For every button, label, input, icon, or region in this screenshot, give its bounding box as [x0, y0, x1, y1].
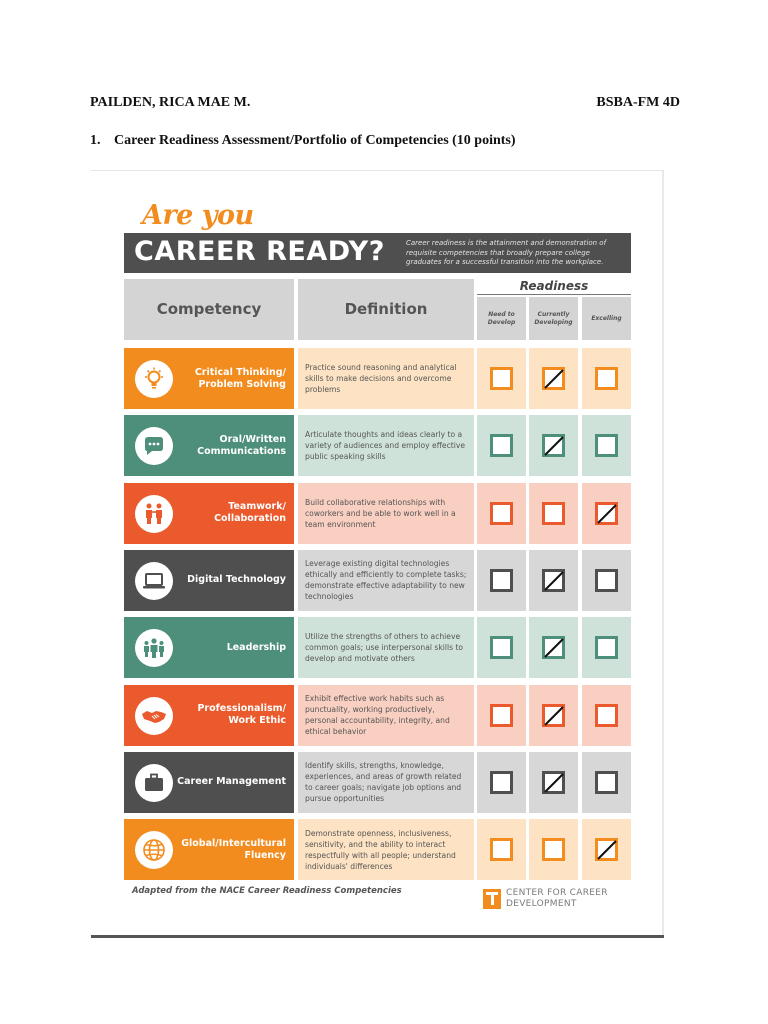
currently-developing-cell	[529, 415, 578, 476]
competency-cell	[124, 752, 294, 813]
competency-cell	[124, 415, 294, 476]
competency-label: Teamwork/ Collaboration	[214, 501, 286, 525]
need-to-develop-cell	[477, 685, 526, 746]
excelling-checkbox[interactable]	[595, 367, 618, 390]
need-to-develop-checkbox[interactable]	[490, 704, 513, 727]
currently-developing-checkbox[interactable]	[542, 367, 565, 390]
competency-column-header	[124, 279, 294, 340]
competency-cell	[124, 685, 294, 746]
currently-developing-cell	[529, 617, 578, 678]
definition-text: Articulate thoughts and ideas clearly to a variety of audiences and employ effective public speaking skills	[298, 415, 474, 476]
need-to-develop-cell	[477, 483, 526, 544]
competency-label: Leadership	[226, 641, 286, 653]
excelling-cell	[582, 483, 631, 544]
excelling-checkbox[interactable]	[595, 502, 618, 525]
currently-developing-checkbox[interactable]	[542, 838, 565, 861]
excelling-cell	[582, 819, 631, 880]
readiness-heading: Readiness	[519, 279, 589, 293]
tennessee-t-icon	[483, 889, 501, 909]
are-you-heading: Are you	[142, 200, 254, 231]
excelling-checkbox[interactable]	[595, 771, 618, 794]
need-to-develop-checkbox[interactable]	[490, 838, 513, 861]
currently-developing-checkbox[interactable]	[542, 569, 565, 592]
currently-developing-cell	[529, 348, 578, 409]
center-name: CENTER FOR CAREER DEVELOPMENT	[506, 888, 608, 909]
career-ready-banner	[124, 233, 631, 273]
competency-label: Digital Technology	[187, 574, 286, 586]
readiness-divider	[477, 294, 631, 295]
currently-developing-checkbox[interactable]	[542, 771, 565, 794]
group-icon	[135, 629, 173, 667]
competency-cell	[124, 550, 294, 611]
currently-developing-header: Currently Developing	[529, 297, 578, 340]
currently-developing-checkbox[interactable]	[542, 434, 565, 457]
team-icon	[135, 495, 173, 533]
excelling-checkbox[interactable]	[595, 569, 618, 592]
currently-developing-cell	[529, 685, 578, 746]
need-to-develop-checkbox[interactable]	[490, 636, 513, 659]
career-ready-tagline: Career readiness is the attainment and demonstration of requisite competencies that broadly prepare college graduates for a successful transition into the workplace.	[406, 239, 607, 266]
competency-row	[124, 348, 631, 409]
need-to-develop-checkbox[interactable]	[490, 569, 513, 592]
laptop-icon	[135, 562, 173, 600]
competency-cell	[124, 617, 294, 678]
excelling-cell	[582, 752, 631, 813]
excelling-checkbox[interactable]	[595, 636, 618, 659]
competency-row	[124, 685, 631, 746]
competency-label: Professionalism/ Work Ethic	[197, 703, 286, 726]
definition-text: Leverage existing digital technologies ethically and efficiently to complete tasks; demonstrate effective adaptability to new technologies	[298, 550, 474, 611]
competency-row	[124, 415, 631, 476]
currently-developing-cell	[529, 483, 578, 544]
competency-header-label: Competency	[156, 300, 262, 318]
excelling-cell	[582, 550, 631, 611]
definition-text: Identify skills, strengths, knowledge, experiences, and areas of growth related to career goals; navigate job options and pursue opportunities	[298, 752, 474, 813]
currently-developing-cell	[529, 752, 578, 813]
definition-text: Practice sound reasoning and analytical skills to make decisions and overcome problems	[298, 348, 474, 409]
need-to-develop-cell	[477, 819, 526, 880]
need-to-develop-cell	[477, 348, 526, 409]
competency-row	[124, 617, 631, 678]
definition-header-label: Definition	[344, 300, 428, 318]
speech-bubble-icon	[135, 427, 173, 465]
need-to-develop-cell	[477, 752, 526, 813]
nace-attribution: Adapted from the NACE Career Readiness Competencies	[132, 886, 402, 896]
need-to-develop-checkbox[interactable]	[490, 367, 513, 390]
excelling-checkbox[interactable]	[595, 838, 618, 861]
need-to-develop-checkbox[interactable]	[490, 771, 513, 794]
currently-developing-checkbox[interactable]	[542, 704, 565, 727]
excelling-checkbox[interactable]	[595, 704, 618, 727]
competency-label: Global/Intercultural Fluency	[181, 837, 286, 861]
currently-developing-cell	[529, 819, 578, 880]
career-ready-title: CAREER READY?	[134, 236, 385, 267]
excelling-cell	[582, 348, 631, 409]
need-to-develop-cell	[477, 617, 526, 678]
need-to-develop-checkbox[interactable]	[490, 502, 513, 525]
excelling-cell	[582, 617, 631, 678]
handshake-icon	[135, 697, 173, 735]
excelling-cell	[582, 685, 631, 746]
competency-cell	[124, 819, 294, 880]
lightbulb-icon	[135, 360, 173, 398]
definition-text: Utilize the strengths of others to achieve common goals; use interpersonal skills to develop and motivate others	[298, 617, 474, 678]
document-header	[90, 95, 680, 115]
definition-text: Exhibit effective work habits such as punctuality, working productively, personal accountability, integrity, and ethical behavior	[298, 685, 474, 746]
currently-developing-checkbox[interactable]	[542, 502, 565, 525]
definition-column-header	[298, 279, 474, 340]
competency-row	[124, 819, 631, 880]
competency-cell	[124, 483, 294, 544]
definition-text: Build collaborative relationships with coworkers and be able to work well in a team environment	[298, 483, 474, 544]
question-number: 1.	[90, 133, 101, 148]
question-title	[90, 133, 516, 149]
student-course: BSBA-FM 4D	[596, 95, 680, 110]
need-to-develop-checkbox[interactable]	[490, 434, 513, 457]
competency-row	[124, 550, 631, 611]
need-to-develop-cell	[477, 415, 526, 476]
briefcase-icon	[135, 764, 173, 802]
competency-label: Critical Thinking/ Problem Solving	[194, 366, 286, 390]
student-name: PAILDEN, RICA MAE M.	[90, 95, 251, 110]
need-to-develop-header: Need to Develop	[477, 297, 526, 340]
competency-label: Career Management	[177, 776, 286, 788]
question-text: Career Readiness Assessment/Portfolio of Competencies (10 points)	[114, 133, 516, 148]
definition-text: Demonstrate openness, inclusiveness, sensitivity, and the ability to interact respectfully with all people; understand individuals' differences	[298, 819, 474, 880]
globe-icon	[135, 831, 173, 869]
career-ready-poster	[91, 170, 664, 938]
excelling-header: Excelling	[582, 297, 631, 340]
excelling-checkbox[interactable]	[595, 434, 618, 457]
need-to-develop-cell	[477, 550, 526, 611]
competency-label: Oral/Written Communications	[197, 433, 286, 457]
competency-row	[124, 752, 631, 813]
currently-developing-cell	[529, 550, 578, 611]
excelling-cell	[582, 415, 631, 476]
competency-cell	[124, 348, 294, 409]
competency-row	[124, 483, 631, 544]
currently-developing-checkbox[interactable]	[542, 636, 565, 659]
